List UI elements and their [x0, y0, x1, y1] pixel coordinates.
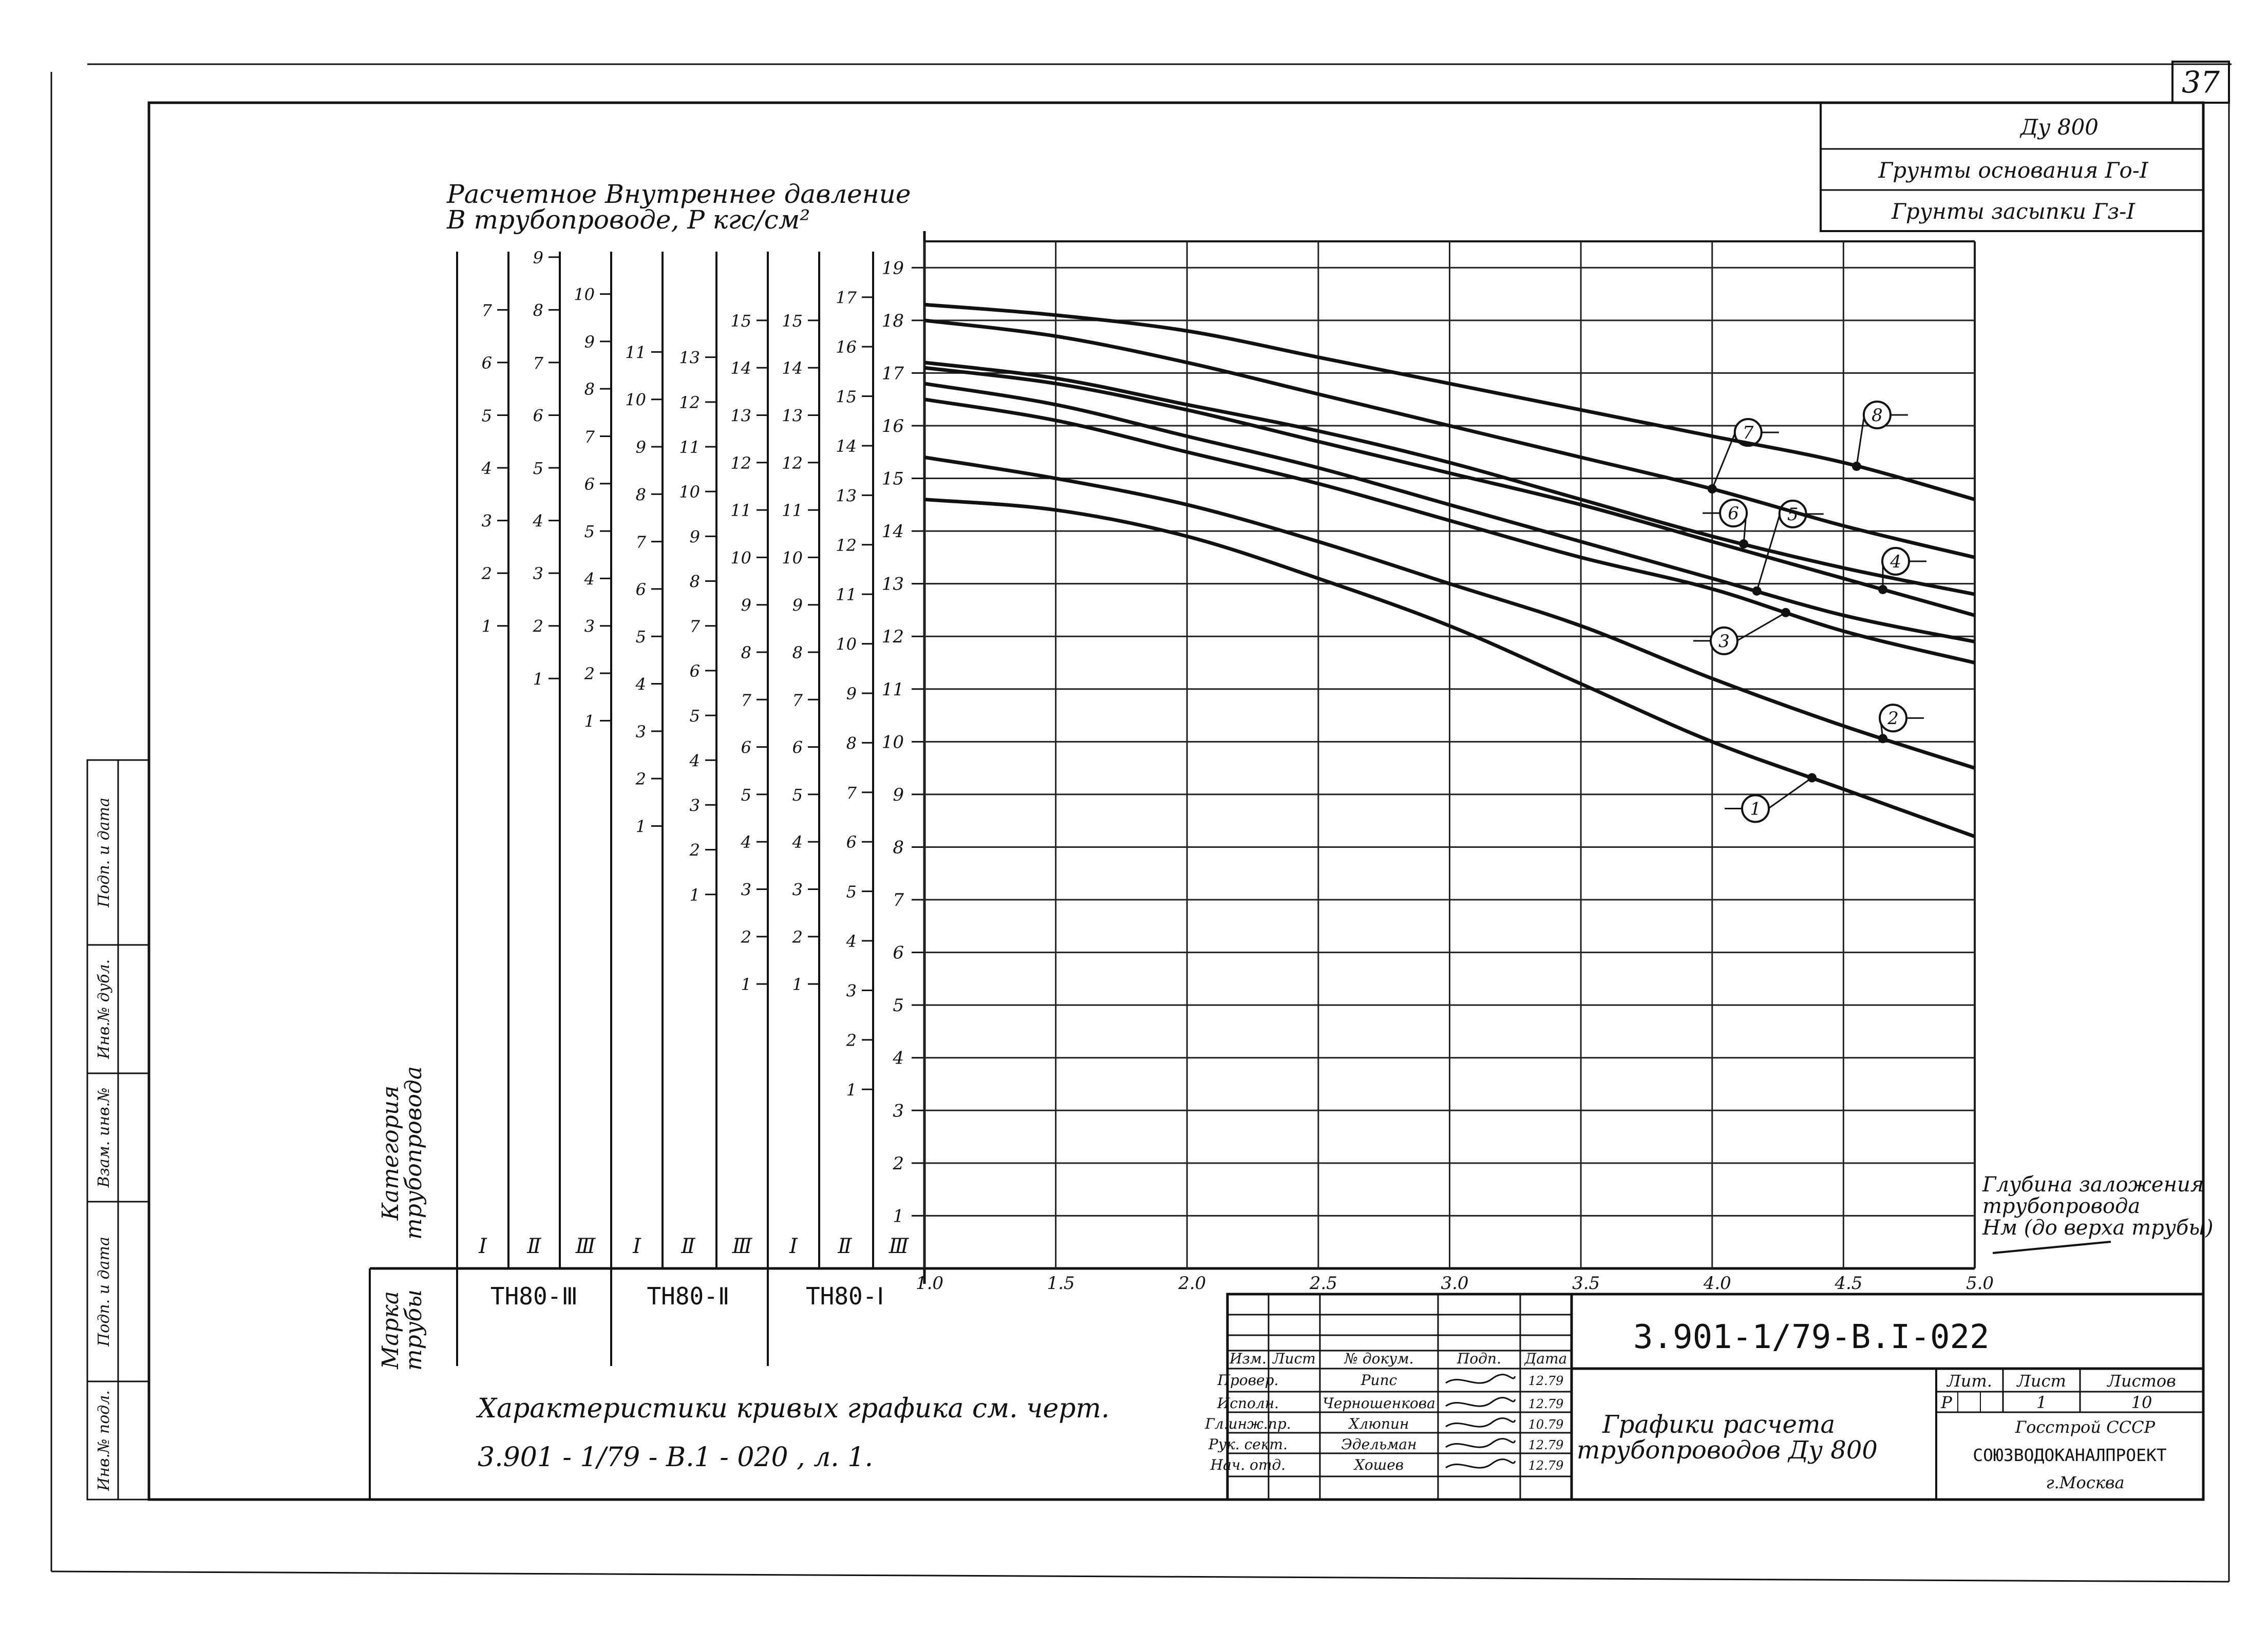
category-label-1: Категория [377, 1085, 404, 1221]
pipe-brand-label: ТН80-Ⅱ [647, 1282, 730, 1310]
binding-label-1: Инв.№ подл. [95, 1390, 113, 1491]
scale-tick-label: 5 [741, 785, 751, 805]
y-tick-label: 15 [881, 468, 904, 489]
scale-tick-label: 11 [679, 438, 700, 457]
scale-tick-label: 7 [792, 690, 803, 710]
scale-tick-label: 2 [584, 664, 595, 684]
scale-tick-label: 10 [679, 482, 700, 502]
scale-tick-label: 2 [533, 616, 543, 636]
scale-tick-label: 5 [689, 706, 700, 726]
y-tick-label: 2 [893, 1153, 904, 1174]
scale-tick-label: 1 [635, 817, 646, 837]
scale-tick-label: 2 [741, 927, 751, 947]
curve-label-8: 8 [1872, 405, 1883, 426]
scale-tick-label: 11 [836, 585, 857, 605]
scale-tick-label: 5 [481, 406, 492, 426]
scale-tick-label: 7 [635, 532, 646, 552]
scale-tick-label: 12 [782, 453, 803, 473]
scale-tick-label: 10 [836, 634, 857, 654]
y-tick-label: 8 [893, 837, 904, 858]
x-tick-label: 1.5 [1047, 1273, 1075, 1294]
scale-tick-label: 7 [584, 427, 595, 447]
scale-tick-label: 9 [846, 684, 857, 704]
note-line-1: Характеристики кривых графика см. черт. [478, 1393, 1110, 1424]
scale-tick-label: 7 [481, 300, 492, 320]
binding-label-2: Подп. и дата [95, 1237, 113, 1346]
curve-label-4: 4 [1890, 551, 1901, 572]
scale-tick-label: 1 [846, 1080, 857, 1100]
scale-tick-label: 10 [782, 548, 803, 568]
sig-date: 10.79 [1528, 1417, 1564, 1432]
brand-label-1: Марка [377, 1291, 404, 1369]
scale-tick-label: 15 [836, 387, 857, 407]
scale-tick-label: 2 [481, 564, 492, 584]
scale-tick-label: 11 [730, 501, 751, 521]
scale-tick-label: 6 [741, 737, 751, 757]
scale-tick-label: 12 [730, 453, 751, 473]
depth-arrow [1993, 1242, 2111, 1253]
scale-tick-label: 6 [584, 474, 595, 494]
sig-date: 12.79 [1528, 1458, 1564, 1473]
sig-name: Черношенкова [1322, 1395, 1435, 1412]
pressure-scales [457, 248, 873, 1268]
scale-tick-label: 6 [846, 832, 857, 852]
scale-tick-label: 5 [792, 785, 803, 805]
scale-tick-label: 9 [584, 332, 595, 352]
scale-tick-label: 3 [481, 511, 492, 531]
category-numeral: Ⅲ [575, 1235, 596, 1258]
curve-leader-1 [1768, 778, 1812, 809]
depth-label-1: Глубина заложения [1982, 1173, 2204, 1197]
y-tick-label: 7 [893, 890, 904, 911]
sig-name: Эдельман [1341, 1436, 1417, 1453]
scale-tick-label: 4 [741, 832, 751, 852]
y-tick-label: 5 [893, 995, 904, 1016]
scale-tick-label: 4 [689, 751, 700, 771]
signature-scribble [1446, 1418, 1515, 1427]
x-tick-label: 5.0 [1965, 1273, 1994, 1294]
scale-tick-label: 2 [846, 1030, 857, 1050]
binding-label-4: Инв.№ дубл. [95, 959, 113, 1059]
org-line-2: СОЮЗВОДОКАНАЛПРОЕКТ [1973, 1445, 2167, 1465]
category-label-2: трубопровода [401, 1066, 427, 1240]
curve-label-5: 5 [1787, 504, 1799, 525]
y-tick-label: 18 [881, 310, 904, 331]
category-numeral: Ⅰ [789, 1235, 798, 1258]
y-tick-label: 12 [881, 627, 904, 648]
sig-name: Рипс [1360, 1372, 1397, 1389]
curve-label-2: 2 [1887, 708, 1899, 729]
sig-role: Провер. [1217, 1372, 1279, 1389]
category-numeral: Ⅱ [838, 1235, 852, 1258]
scale-tick-label: 6 [689, 661, 700, 681]
scale-tick-label: 3 [584, 616, 595, 636]
scale-tick-label: 12 [836, 535, 857, 555]
sheet-number: 1 [2036, 1393, 2047, 1412]
sig-name: Хлюпин [1349, 1415, 1409, 1432]
binding-strip [87, 760, 149, 1500]
scale-tick-label: 16 [836, 337, 857, 357]
info-base-soil: Грунты основания Го-I [1878, 158, 2148, 183]
scale-tick-label: 9 [741, 595, 751, 615]
sig-role: Нач. отд. [1210, 1456, 1286, 1473]
scale-tick-label: 11 [625, 343, 646, 363]
scale-tick-label: 4 [792, 832, 803, 852]
sig-role: Гл.инж.пр. [1205, 1415, 1291, 1432]
x-tick-label: 1.0 [915, 1273, 944, 1294]
scale-tick-label: 9 [689, 527, 700, 547]
pressure-title-line-2: В трубопроводе, P кгс/см² [447, 205, 810, 235]
scale-tick-label: 3 [741, 880, 751, 900]
scale-tick-label: 5 [846, 882, 857, 902]
sig-date: 12.79 [1528, 1374, 1564, 1388]
org-line-3: г.Москва [2046, 1473, 2125, 1492]
scale-tick-label: 9 [792, 595, 803, 615]
scale-tick-label: 4 [846, 932, 857, 952]
scale-tick-label: 13 [679, 348, 700, 368]
stage-header-sheets: Листов [2107, 1371, 2176, 1391]
scale-tick-label: 8 [689, 572, 700, 592]
scale-tick-label: 6 [533, 406, 543, 426]
scale-tick-label: 4 [481, 459, 492, 479]
scale-tick-label: 4 [584, 569, 595, 589]
scale-tick-label: 13 [836, 486, 857, 506]
scale-tick-label: 3 [635, 722, 646, 742]
y-tick-label: 10 [881, 732, 904, 753]
y-tick-label: 13 [881, 574, 904, 595]
x-tick-label: 2.0 [1178, 1273, 1206, 1294]
x-tick-label: 2.5 [1309, 1273, 1337, 1294]
sig-col-header: Дата [1524, 1350, 1567, 1367]
sig-col-header: Изм. [1230, 1350, 1267, 1367]
scale-tick-label: 4 [635, 674, 646, 694]
scale-tick-label: 8 [846, 733, 857, 753]
scale-tick-label: 8 [792, 643, 803, 662]
info-box [1821, 103, 2203, 231]
scale-tick-label: 2 [792, 927, 803, 947]
scale-tick-label: 1 [481, 616, 492, 636]
page-number: 37 [2182, 65, 2220, 100]
scale-tick-label: 8 [741, 643, 751, 662]
scale-tick-label: 8 [584, 380, 595, 400]
x-tick-label: 3.5 [1572, 1273, 1600, 1294]
signature-scribble [1446, 1375, 1515, 1383]
sig-col-header: Лист [1273, 1350, 1316, 1367]
category-numeral: Ⅱ [681, 1235, 695, 1258]
y-tick-label: 3 [893, 1101, 904, 1122]
scale-tick-label: 5 [635, 627, 646, 647]
stage-letter: Р [1941, 1393, 1952, 1412]
scale-tick-label: 7 [533, 353, 543, 373]
scale-tick-label: 17 [836, 288, 857, 308]
scale-tick-label: 5 [533, 459, 543, 479]
title-block [1204, 1294, 2203, 1500]
pressure-title-line-1: Расчетное Внутреннее давление [447, 179, 911, 209]
scale-tick-label: 14 [836, 436, 857, 456]
scale-tick-label: 7 [846, 783, 857, 803]
scale-tick-label: 1 [584, 711, 595, 731]
x-tick-label: 4.0 [1703, 1273, 1731, 1294]
y-tick-label: 1 [893, 1206, 904, 1227]
category-numeral: Ⅱ [527, 1235, 541, 1258]
curve-label-7: 7 [1742, 423, 1754, 444]
scale-tick-label: 1 [533, 669, 543, 689]
signature-scribble [1446, 1459, 1515, 1468]
scale-tick-label: 1 [689, 885, 700, 905]
scale-tick-label: 5 [584, 522, 595, 542]
signature-scribble [1446, 1439, 1515, 1448]
category-numeral: Ⅲ [732, 1235, 752, 1258]
scale-tick-label: 13 [782, 406, 803, 426]
curve-label-6: 6 [1728, 503, 1739, 524]
scale-tick-label: 12 [679, 392, 700, 412]
scale-tick-label: 2 [689, 840, 700, 860]
binding-label-5: Подп. и дата [95, 798, 113, 907]
scale-tick-label: 3 [533, 564, 543, 584]
signature-table [1204, 1294, 1572, 1500]
scale-tick-label: 4 [533, 511, 543, 531]
category-numeral: Ⅰ [479, 1235, 487, 1258]
title-line-2: трубопроводов Ду 800 [1577, 1436, 1878, 1465]
sig-name: Хошев [1354, 1456, 1404, 1473]
sig-col-header: Подп. [1457, 1350, 1501, 1367]
depth-label-3: Нм (до верха трубы) [1982, 1216, 2214, 1240]
scale-tick-label: 7 [741, 690, 751, 710]
sig-role: Исполн. [1217, 1395, 1279, 1412]
plot-area [882, 231, 1994, 1294]
sig-date: 12.79 [1528, 1397, 1564, 1411]
depth-label-2: трубопровода [1982, 1194, 2141, 1218]
page-number-box [2172, 62, 2229, 103]
pipe-brand-label: ТН80-Ⅰ [805, 1282, 884, 1310]
y-tick-label: 16 [881, 415, 904, 437]
scale-tick-label: 6 [792, 737, 803, 757]
y-tick-label: 9 [893, 784, 904, 805]
document-code: 3.901-1/79-В.I-022 [1633, 1318, 1990, 1356]
curve-label-3: 3 [1718, 631, 1730, 652]
info-fill-soil: Грунты засыпки Гз-I [1892, 199, 2135, 224]
scale-tick-label: 6 [635, 579, 646, 599]
category-numeral: Ⅰ [633, 1235, 641, 1258]
brand-label-2: трубы [401, 1289, 427, 1371]
curve-leader-8 [1857, 415, 1864, 466]
x-tick-label: 3.0 [1441, 1273, 1469, 1294]
scale-tick-label: 10 [574, 285, 595, 305]
scale-tick-label: 8 [533, 300, 543, 320]
x-tick-label: 4.5 [1835, 1273, 1863, 1294]
curve-label-1: 1 [1750, 799, 1761, 820]
y-tick-label: 17 [881, 363, 904, 384]
note-line-2: 3.901 - 1/79 - В.1 - 020 , л. 1. [478, 1442, 873, 1473]
scale-tick-label: 2 [635, 769, 646, 789]
stage-header-sheet: Лист [2017, 1371, 2066, 1391]
scale-tick-label: 3 [689, 795, 700, 816]
scale-tick-label: 9 [533, 248, 543, 268]
y-tick-label: 19 [881, 258, 904, 279]
y-tick-label: 14 [881, 521, 904, 542]
scale-tick-label: 15 [730, 311, 751, 331]
scale-tick-label: 1 [792, 975, 803, 995]
scale-tick-label: 11 [782, 501, 803, 521]
scale-tick-label: 10 [730, 548, 751, 568]
sig-role: Рук. сект. [1208, 1436, 1288, 1453]
scale-tick-label: 13 [730, 406, 751, 426]
scale-tick-label: 3 [792, 880, 803, 900]
scale-tick-label: 1 [741, 975, 751, 995]
y-tick-label: 4 [893, 1048, 904, 1069]
scale-tick-label: 15 [782, 311, 803, 331]
scale-tick-label: 14 [730, 358, 751, 378]
y-tick-label: 11 [881, 679, 904, 700]
scale-tick-label: 6 [481, 353, 492, 373]
sheets-total: 10 [2131, 1393, 2152, 1412]
stage-header-lit: Лит. [1947, 1371, 1992, 1391]
scale-tick-label: 9 [635, 438, 646, 457]
scale-tick-label: 7 [689, 616, 700, 636]
sig-date: 12.79 [1528, 1438, 1564, 1452]
org-line-1: Госстрой СССР [2015, 1417, 2156, 1437]
scale-tick-label: 10 [625, 390, 646, 410]
scale-tick-label: 3 [846, 981, 857, 1001]
binding-label-3: Взам. инв.№ [95, 1087, 113, 1188]
sig-col-header: № докум. [1344, 1350, 1414, 1367]
pipe-brand-label: ТН80-Ⅲ [490, 1282, 578, 1310]
category-numeral: Ⅲ [889, 1235, 909, 1258]
y-tick-label: 6 [893, 942, 904, 963]
signature-scribble [1446, 1398, 1515, 1407]
scale-tick-label: 8 [635, 485, 646, 505]
info-diameter: Ду 800 [2020, 115, 2099, 140]
title-line-1: Графики расчета [1602, 1410, 1836, 1439]
scale-tick-label: 14 [782, 358, 803, 378]
